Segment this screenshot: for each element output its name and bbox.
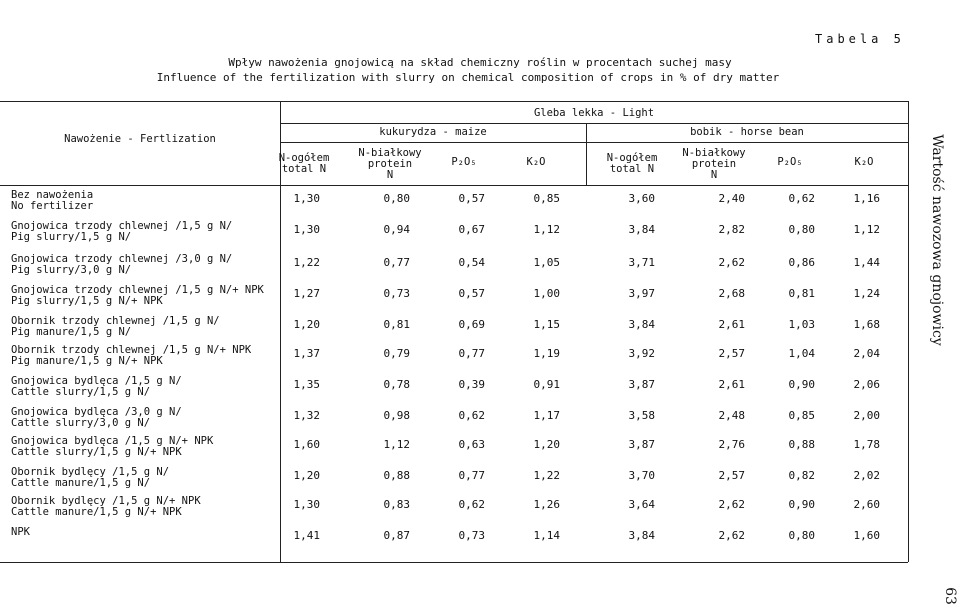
table-cell: 3,84 — [628, 223, 655, 236]
table-cell: 0,62 — [458, 409, 485, 422]
table-cell: 1,12 — [383, 438, 410, 451]
row-label-english: Cattle manure/1,5 g N/+ NPK — [11, 506, 182, 518]
table-cell: 1,12 — [533, 223, 560, 236]
rule-crop — [280, 142, 908, 143]
table-cell: 2,48 — [718, 409, 745, 422]
row-label-english: Cattle slurry/1,5 g N/ — [11, 386, 151, 398]
page-number: 63 — [942, 587, 958, 605]
row-label — [11, 316, 220, 338]
table-cell: 0,98 — [383, 409, 410, 422]
table-cell: 2,62 — [718, 529, 745, 542]
row-label-polish: Gnojowica trzody chlewnej /1,5 g N/+ NPK — [11, 284, 264, 296]
rule-bottom — [0, 562, 908, 563]
row-label-polish: Gnojowica bydlęca /1,5 g N/+ NPK — [11, 435, 214, 447]
table-cell: 0,86 — [788, 256, 815, 269]
table-cell: 3,58 — [628, 409, 655, 422]
row-label — [11, 376, 182, 398]
row-label-english: Pig slurry/1,5 g N/+ NPK — [11, 295, 163, 307]
table-cell: 1,60 — [293, 438, 320, 451]
table-number: Tabela 5 — [815, 32, 905, 46]
row-label-english: No fertilizer — [11, 200, 94, 212]
title-english: Influence of the fertilization with slurry on chemical composition of crops in % of dry matter — [156, 71, 780, 84]
row-label-english: Pig slurry/1,5 g N/ — [11, 231, 132, 243]
table-cell: 2,60 — [853, 498, 880, 511]
table-cell: 0,81 — [383, 318, 410, 331]
side-note: Wartość nawozowa gnojowicy — [929, 134, 945, 346]
column-header — [496, 157, 576, 168]
table-cell: 0,62 — [788, 192, 815, 205]
table-cell: 0,77 — [458, 347, 485, 360]
row-label-polish: Bez nawożenia — [11, 189, 94, 201]
row-label — [11, 436, 213, 458]
row-header: Nawożenie - Fertlization — [64, 133, 216, 145]
table-cell: 3,87 — [628, 438, 655, 451]
table-cell: 0,81 — [788, 287, 815, 300]
table-cell: 0,80 — [383, 192, 410, 205]
table-cell: 1,03 — [788, 318, 815, 331]
table-cell: 0,77 — [458, 469, 485, 482]
table-cell: 2,61 — [718, 378, 745, 391]
table-cell: 0,39 — [458, 378, 485, 391]
table-cell: 2,04 — [853, 347, 880, 360]
row-label — [11, 496, 201, 518]
column-header-line: total N — [609, 163, 655, 175]
row-label — [11, 467, 169, 489]
table-cell: 0,90 — [788, 378, 815, 391]
table-cell: 1,22 — [293, 256, 320, 269]
table-cell: 1,30 — [293, 192, 320, 205]
row-label — [11, 221, 232, 243]
column-header — [674, 148, 754, 181]
row-label-english: Pig manure/1,5 g N/ — [11, 326, 132, 338]
row-label-english: Cattle slurry/3,0 g N/ — [11, 417, 151, 429]
table-cell: 1,14 — [533, 529, 560, 542]
table-cell: 2,40 — [718, 192, 745, 205]
rule-top — [0, 101, 908, 102]
table-cell: 2,76 — [718, 438, 745, 451]
table-cell: 2,00 — [853, 409, 880, 422]
table-cell: 0,67 — [458, 223, 485, 236]
table-cell: 2,62 — [718, 498, 745, 511]
row-label — [11, 527, 30, 538]
table-cell: 0,80 — [788, 223, 815, 236]
row-label-english: Pig slurry/3,0 g N/ — [11, 264, 132, 276]
row-label — [11, 407, 182, 429]
table-cell: 0,82 — [788, 469, 815, 482]
row-label-polish: Obornik bydlęcy /1,5 g N/ — [11, 466, 170, 478]
table-cell: 1,20 — [293, 469, 320, 482]
table-cell: 1,30 — [293, 223, 320, 236]
row-label-polish: Obornik trzody chlewnej /1,5 g N/+ NPK — [11, 344, 252, 356]
table-cell: 3,87 — [628, 378, 655, 391]
column-header — [264, 153, 344, 175]
row-label — [11, 345, 251, 367]
table-cell: 2,06 — [853, 378, 880, 391]
row-label-english: Pig manure/1,5 g N/+ NPK — [11, 355, 163, 367]
table-cell: 1,12 — [853, 223, 880, 236]
table-cell: 1,35 — [293, 378, 320, 391]
table-cell: 0,94 — [383, 223, 410, 236]
table-cell: 0,85 — [788, 409, 815, 422]
table-cell: 0,80 — [788, 529, 815, 542]
column-header-line: N-białkowy — [358, 147, 422, 159]
table-cell: 1,27 — [293, 287, 320, 300]
table-cell: 1,37 — [293, 347, 320, 360]
table-cell: 3,70 — [628, 469, 655, 482]
table-cell: 0,91 — [533, 378, 560, 391]
table-cell: 0,88 — [383, 469, 410, 482]
table-cell: 0,85 — [533, 192, 560, 205]
table-cell: 2,82 — [718, 223, 745, 236]
table-cell: 3,92 — [628, 347, 655, 360]
table-cell: 1,68 — [853, 318, 880, 331]
rule-soil — [280, 123, 908, 124]
table-cell: 0,78 — [383, 378, 410, 391]
table-cell: 0,79 — [383, 347, 410, 360]
table-cell: 1,15 — [533, 318, 560, 331]
crop-group-horse-bean: bobik - horse bean — [690, 126, 804, 138]
row-label-polish: Gnojowica bydlęca /3,0 g N/ — [11, 406, 182, 418]
row-label-polish: Obornik trzody chlewnej /1,5 g N/ — [11, 315, 220, 327]
table-cell: 1,20 — [293, 318, 320, 331]
row-label-polish: Gnojowica bydlęca /1,5 g N/ — [11, 375, 182, 387]
table-cell: 1,30 — [293, 498, 320, 511]
column-header-line: N — [386, 169, 394, 181]
table-cell: 1,20 — [533, 438, 560, 451]
table-cell: 0,90 — [788, 498, 815, 511]
row-label-english: Cattle manure/1,5 g N/ — [11, 477, 151, 489]
column-header — [592, 153, 672, 175]
table-cell: 2,61 — [718, 318, 745, 331]
table-cell: 1,16 — [853, 192, 880, 205]
column-header-line: P₂O₅ — [451, 156, 477, 168]
row-label-polish: Gnojowica trzody chlewnej /1,5 g N/ — [11, 220, 233, 232]
table-cell: 3,97 — [628, 287, 655, 300]
column-header — [350, 148, 430, 181]
row-label-english: Cattle slurry/1,5 g N/+ NPK — [11, 446, 182, 458]
table-cell: 1,24 — [853, 287, 880, 300]
table-cell: 1,32 — [293, 409, 320, 422]
column-header-line: K₂O — [526, 156, 546, 168]
table-cell: 1,78 — [853, 438, 880, 451]
column-header — [750, 157, 830, 168]
column-header — [824, 157, 904, 168]
column-header — [424, 157, 504, 168]
table-cell: 1,00 — [533, 287, 560, 300]
table-cell: 1,17 — [533, 409, 560, 422]
table-cell: 0,57 — [458, 192, 485, 205]
column-header-line: N — [710, 169, 718, 181]
table-cell: 1,04 — [788, 347, 815, 360]
table-cell: 3,60 — [628, 192, 655, 205]
table-cell: 0,73 — [458, 529, 485, 542]
table-cell: 2,57 — [718, 347, 745, 360]
table-cell: 2,57 — [718, 469, 745, 482]
table-cell: 2,68 — [718, 287, 745, 300]
table-cell: 3,84 — [628, 318, 655, 331]
table-cell: 0,57 — [458, 287, 485, 300]
crop-group-maize: kukurydza - maize — [379, 126, 487, 138]
rule-header-bottom — [0, 185, 908, 186]
column-header-line: N-białkowy — [682, 147, 746, 159]
rule-right — [908, 101, 909, 562]
column-header-line: protein — [691, 158, 737, 170]
table-cell: 2,02 — [853, 469, 880, 482]
table-cell: 1,44 — [853, 256, 880, 269]
table-cell: 0,54 — [458, 256, 485, 269]
row-label-polish: Obornik bydlęcy /1,5 g N/+ NPK — [11, 495, 201, 507]
table-cell: 0,69 — [458, 318, 485, 331]
row-label — [11, 285, 264, 307]
table-cell: 3,84 — [628, 529, 655, 542]
row-label — [11, 190, 93, 212]
table-cell: 3,71 — [628, 256, 655, 269]
table-cell: 1,26 — [533, 498, 560, 511]
column-header-line: protein — [367, 158, 413, 170]
table-cell: 2,62 — [718, 256, 745, 269]
soil-header: Gleba lekka - Light — [533, 107, 655, 119]
table-cell: 1,05 — [533, 256, 560, 269]
table-cell: 0,88 — [788, 438, 815, 451]
column-header-line: total N — [281, 163, 327, 175]
row-label-polish: NPK — [11, 526, 30, 538]
table-cell: 3,64 — [628, 498, 655, 511]
row-label-polish: Gnojowica trzody chlewnej /3,0 g N/ — [11, 253, 233, 265]
table-cell: 0,83 — [383, 498, 410, 511]
table-cell: 0,87 — [383, 529, 410, 542]
table-cell: 0,62 — [458, 498, 485, 511]
table-cell: 1,60 — [853, 529, 880, 542]
table-cell: 0,77 — [383, 256, 410, 269]
title-polish: Wpływ nawożenia gnojowicą na skład chemiczny roślin w procentach suchej masy — [228, 56, 732, 69]
table-cell: 0,63 — [458, 438, 485, 451]
table-cell: 1,22 — [533, 469, 560, 482]
column-header-line: N-ogółem — [278, 152, 330, 164]
column-header-line: K₂O — [854, 156, 874, 168]
column-header-line: N-ogółem — [606, 152, 658, 164]
column-header-line: P₂O₅ — [777, 156, 803, 168]
table-cell: 0,73 — [383, 287, 410, 300]
table-cell: 1,41 — [293, 529, 320, 542]
table-cell: 1,19 — [533, 347, 560, 360]
row-label — [11, 254, 232, 276]
